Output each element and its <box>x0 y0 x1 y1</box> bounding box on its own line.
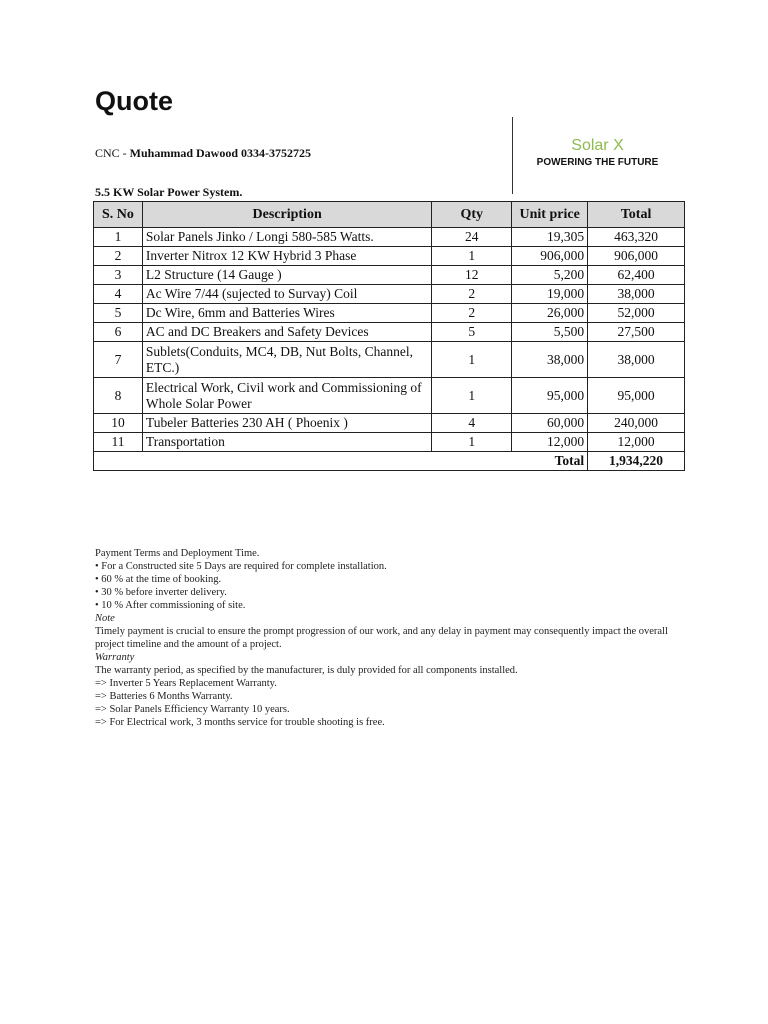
cell-qty: 1 <box>432 433 512 452</box>
cell-sno: 10 <box>94 414 143 433</box>
cell-total: 906,000 <box>588 247 685 266</box>
cell-total: 52,000 <box>588 304 685 323</box>
table-row <box>94 342 685 378</box>
table-row <box>94 414 685 433</box>
cell-qty: 1 <box>432 378 512 414</box>
column-header-total: Total <box>588 202 685 228</box>
cell-qty: 12 <box>432 266 512 285</box>
cell-description: Inverter Nitrox 12 KW Hybrid 3 Phase <box>142 247 431 266</box>
cell-qty: 5 <box>432 323 512 342</box>
cell-total: 62,400 <box>588 266 685 285</box>
terms-bullet: • 60 % at the time of booking. <box>95 574 222 585</box>
cell-sno: 8 <box>94 378 143 414</box>
warranty-item: => Solar Panels Efficiency Warranty 10 years. <box>95 704 290 715</box>
cell-total: 12,000 <box>588 433 685 452</box>
quote-table <box>93 201 685 471</box>
cell-description: Ac Wire 7/44 (sujected to Survay) Coil <box>142 285 431 304</box>
cell-total: 240,000 <box>588 414 685 433</box>
page-title: Quote <box>95 86 173 116</box>
warranty-text: The warranty period, as specified by the manufacturer, is duly provided for all components installed. <box>95 665 518 676</box>
contact-prefix: CNC - <box>95 146 130 160</box>
header-divider <box>512 117 513 194</box>
cell-unit-price: 19,305 <box>512 228 588 247</box>
cell-sno: 6 <box>94 323 143 342</box>
cell-sno: 3 <box>94 266 143 285</box>
cell-description: AC and DC Breakers and Safety Devices <box>142 323 431 342</box>
cell-unit-price: 12,000 <box>512 433 588 452</box>
column-header-sno: S. No <box>94 202 143 228</box>
cell-unit-price: 19,000 <box>512 285 588 304</box>
brand-logo <box>530 137 665 168</box>
table-row <box>94 433 685 452</box>
note-label: Note <box>95 613 115 624</box>
cell-unit-price: 95,000 <box>512 378 588 414</box>
cell-unit-price: 5,500 <box>512 323 588 342</box>
total-label: Total <box>94 452 588 471</box>
cell-description: Dc Wire, 6mm and Batteries Wires <box>142 304 431 323</box>
cell-total: 95,000 <box>588 378 685 414</box>
cell-description: Electrical Work, Civil work and Commissioning of Whole Solar Power <box>142 378 431 414</box>
cell-sno: 2 <box>94 247 143 266</box>
table-row <box>94 323 685 342</box>
cell-qty: 1 <box>432 342 512 378</box>
table-header-row <box>94 202 685 228</box>
table-row <box>94 247 685 266</box>
terms-section <box>95 547 695 729</box>
cell-qty: 4 <box>432 414 512 433</box>
cell-unit-price: 906,000 <box>512 247 588 266</box>
cell-unit-price: 60,000 <box>512 414 588 433</box>
terms-bullet: • 10 % After commissioning of site. <box>95 600 246 611</box>
cell-sno: 5 <box>94 304 143 323</box>
table-row <box>94 228 685 247</box>
cell-unit-price: 26,000 <box>512 304 588 323</box>
column-header-unit-price: Unit price <box>512 202 588 228</box>
cell-description: L2 Structure (14 Gauge ) <box>142 266 431 285</box>
system-title: 5.5 KW Solar Power System. <box>95 185 243 199</box>
cell-description: Transportation <box>142 433 431 452</box>
terms-heading: Payment Terms and Deployment Time. <box>95 548 260 559</box>
cell-description: Tubeler Batteries 230 AH ( Phoenix ) <box>142 414 431 433</box>
warranty-item: => Batteries 6 Months Warranty. <box>95 691 233 702</box>
warranty-label: Warranty <box>95 652 135 663</box>
brand-tagline: POWERING THE FUTURE <box>536 157 659 168</box>
contact-name: Muhammad Dawood 0334-3752725 <box>129 146 312 160</box>
column-header-description: Description <box>142 202 431 228</box>
cell-sno: 1 <box>94 228 143 247</box>
cell-description: Solar Panels Jinko / Longi 580-585 Watts. <box>142 228 431 247</box>
table-row <box>94 266 685 285</box>
cell-total: 27,500 <box>588 323 685 342</box>
cell-unit-price: 38,000 <box>512 342 588 378</box>
terms-bullet: • For a Constructed site 5 Days are required for complete installation. <box>95 561 387 572</box>
table-row <box>94 285 685 304</box>
cell-sno: 4 <box>94 285 143 304</box>
note-text: Timely payment is crucial to ensure the prompt progression of our work, and any delay in payment may consequently impact the overall project timeline and the amount of a project. <box>95 626 668 650</box>
cell-description: Sublets(Conduits, MC4, DB, Nut Bolts, Channel, ETC.) <box>142 342 431 378</box>
table-row <box>94 378 685 414</box>
column-header-qty: Qty <box>432 202 512 228</box>
warranty-item: => Inverter 5 Years Replacement Warranty. <box>95 678 277 689</box>
contact-line <box>95 146 311 161</box>
cell-qty: 1 <box>432 247 512 266</box>
warranty-item: => For Electrical work, 3 months service for trouble shooting is free. <box>95 717 385 728</box>
cell-qty: 2 <box>432 304 512 323</box>
cell-sno: 7 <box>94 342 143 378</box>
table-row <box>94 304 685 323</box>
table-total-row <box>94 452 685 471</box>
cell-sno: 11 <box>94 433 143 452</box>
grand-total-value: 1,934,220 <box>588 452 685 471</box>
cell-total: 463,320 <box>588 228 685 247</box>
terms-bullet: • 30 % before inverter delivery. <box>95 587 227 598</box>
cell-qty: 2 <box>432 285 512 304</box>
cell-total: 38,000 <box>588 285 685 304</box>
cell-unit-price: 5,200 <box>512 266 588 285</box>
brand-name: Solar X <box>571 137 624 154</box>
cell-qty: 24 <box>432 228 512 247</box>
cell-total: 38,000 <box>588 342 685 378</box>
